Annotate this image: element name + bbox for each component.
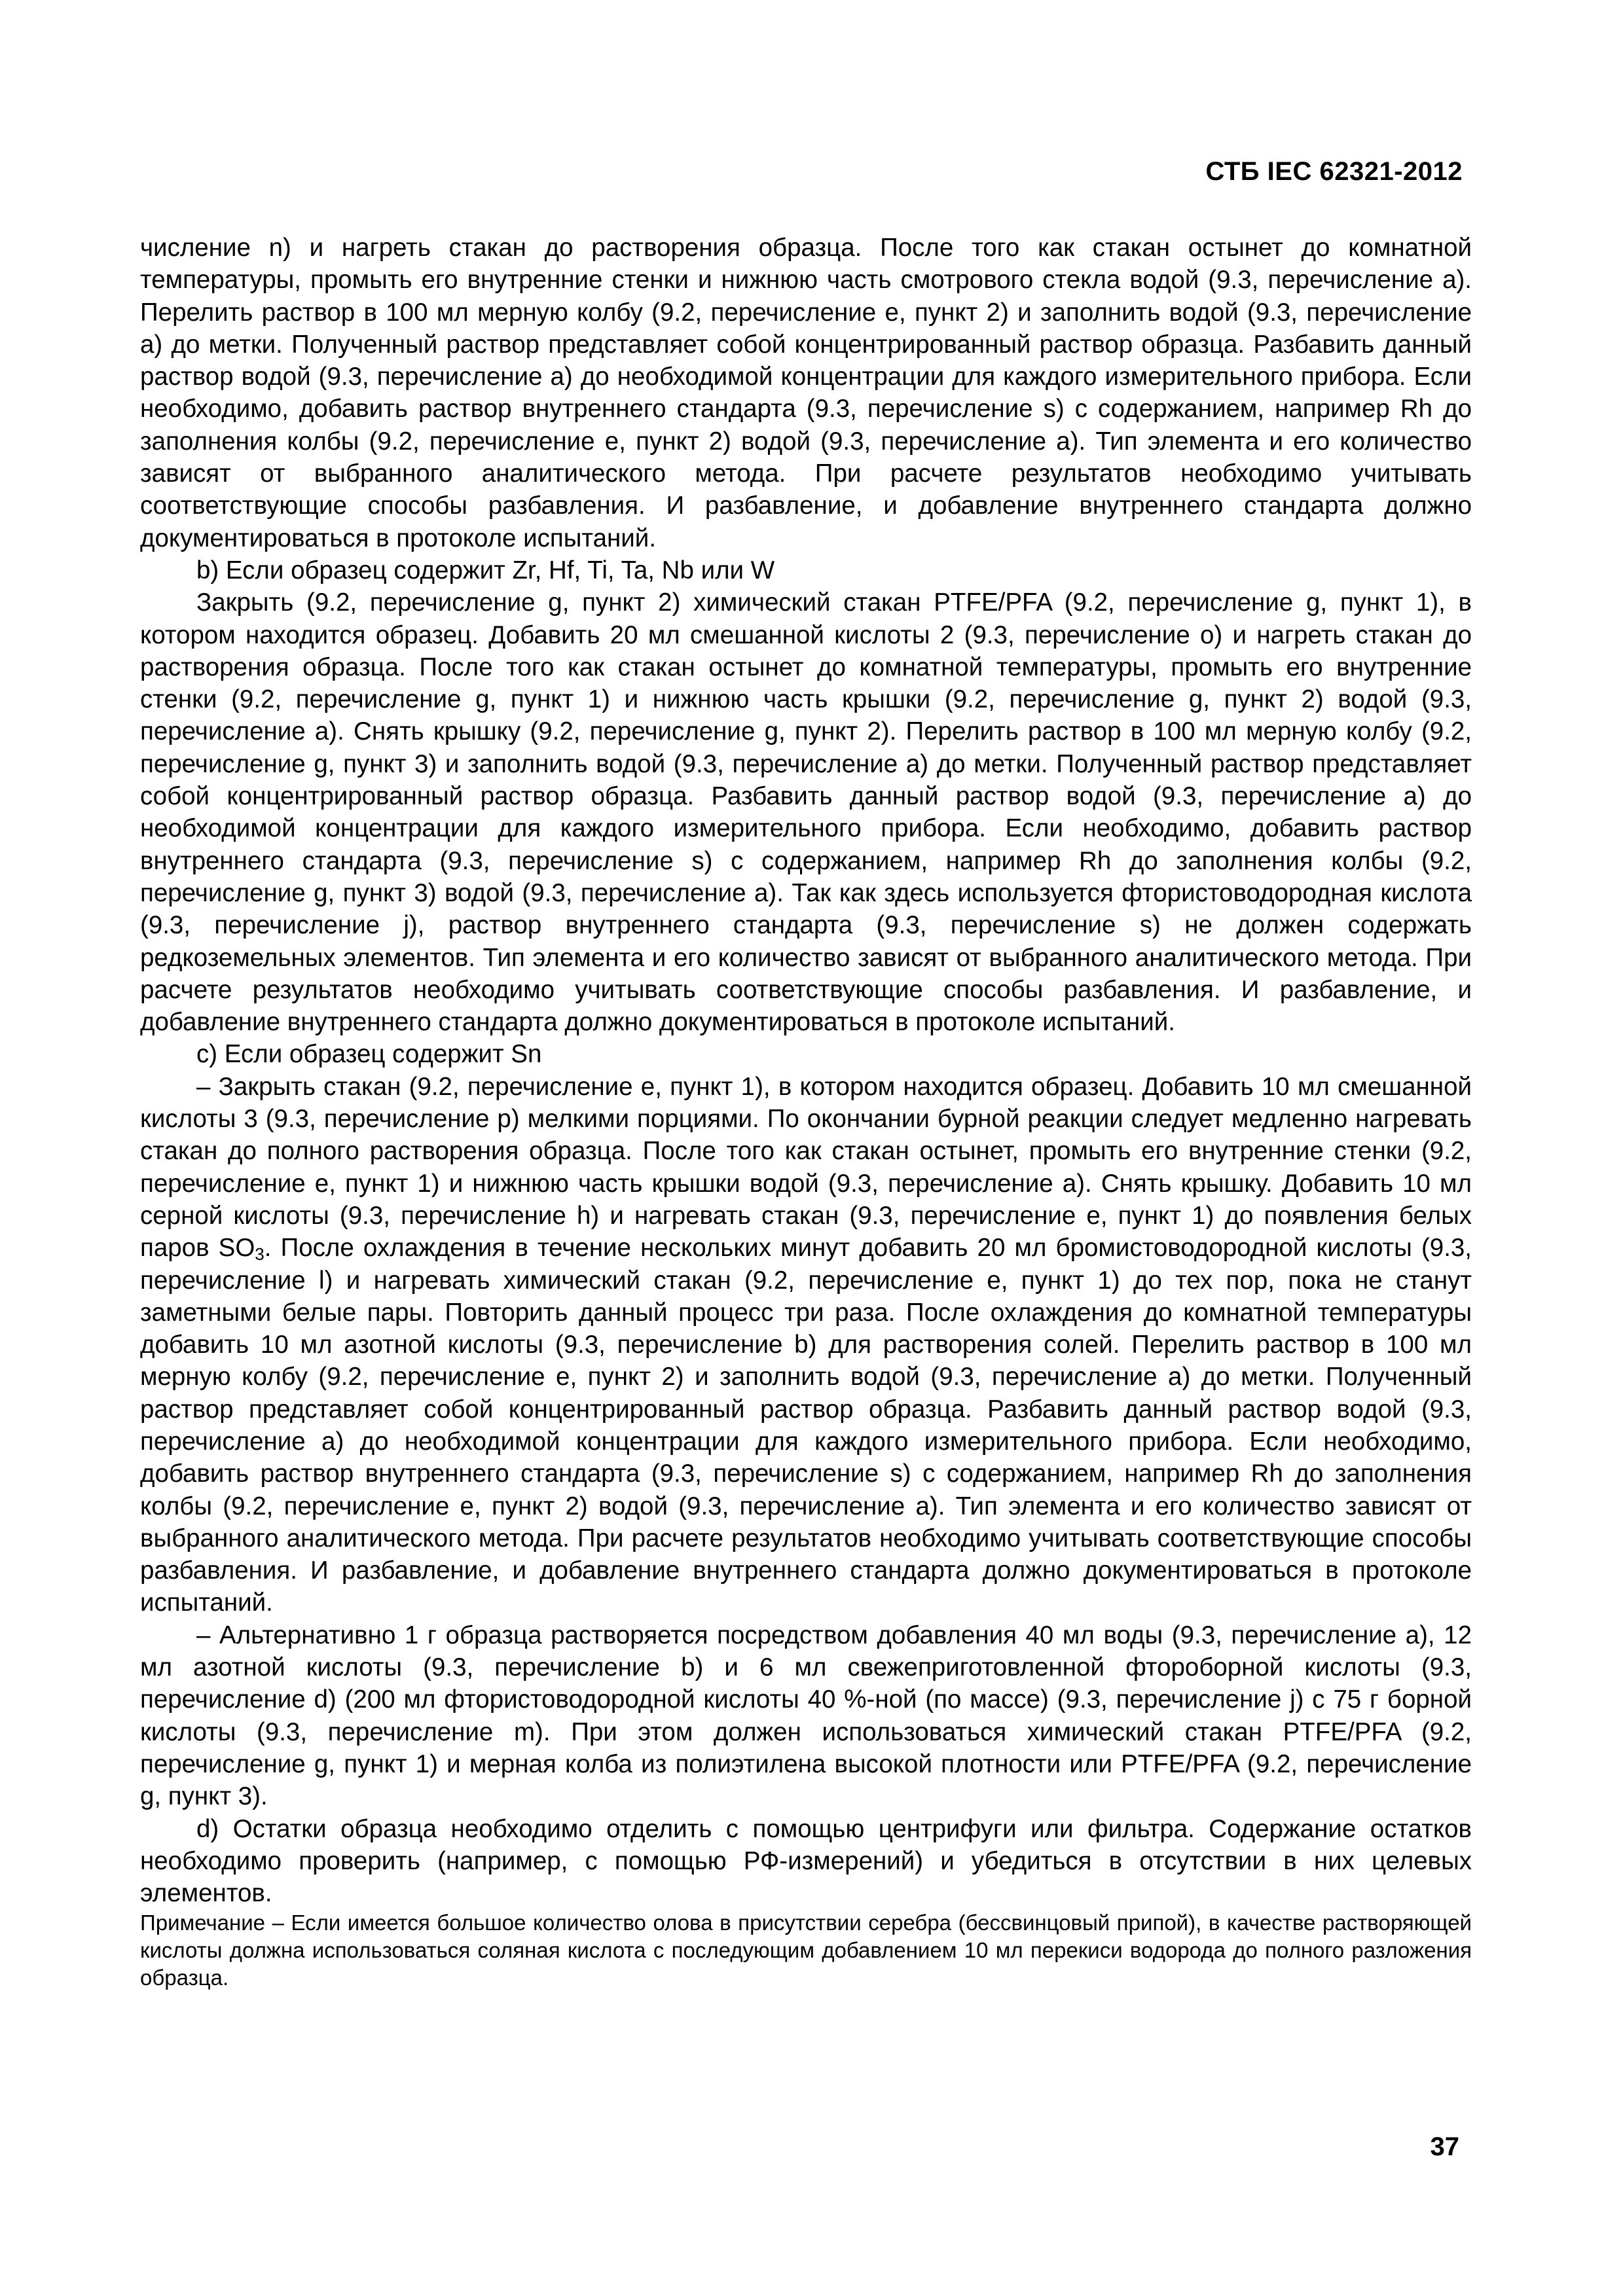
paragraph-continuation: числение n) и нагреть стакан до растворения образца. После того как стакан остынет до комнатной температуры, промыть его внутренние стенки и нижнюю часть смотрового стекла водой (9.3, перечисление а). Перелить раствор в 100 мл мерную колбу (9.2, перечисление е, пункт 2) и заполнить водой (9.3, перечисление а) до метки. Полученный раствор представляет собой концентрированный раствор образца. Разбавить данный раствор водой (9.3, перечисление а) до необходимой концентрации для каждого измерительного прибора. Если необходимо, добавить раствор внутреннего стандарта (9.3, перечисление s) с содержанием, например Rh до заполнения колбы (9.2, перечисление е, пункт 2) водой (9.3, перечисление а). Тип элемента и его количество зависят от выбранного аналитического метода. При расчете результатов необходимо учитывать соответствующие способы разбавления. И разбавление, и добавление внутреннего стандарта должно документироваться в протоколе испытаний. — [140, 234, 1472, 552]
page-number: 37 — [1430, 2132, 1459, 2161]
item-c-text-part2: . После охлаждения в течение нескольких минут добавить 20 мл бромистоводородной кислоты (9.3, перечисление l) и нагревать химический стакан (9.2, перечисление е, пункт 1) до тех пор, пока не станут заметными белые пары. Повторить данный процесс три раза. После охлаждения до комнатной температуры добавить 10 мл азотной кислоты (9.3, перечисление b) для растворения солей. Перелить раствор в 100 мл мерную колбу (9.2, перечисление е, пункт 2) и заполнить водой (9.3, перечисление а) до метки. Полученный раствор представляет собой концентрированный раствор образца. Разбавить данный раствор водой (9.3, перечисление а) до необходимой концентрации для каждого измерительного прибора. Если необходимо, добавить раствор внутреннего стандарта (9.3, перечисление s) с содержанием, например Rh до заполнения колбы (9.2, перечисление е, пункт 2) водой (9.3, перечисление а). Тип элемента и его количество зависят от выбранного аналитического метода. При расчете результатов необходимо учитывать соответствующие способы разбавления. И разбавление, и добавление внутреннего стандарта должно документироваться в протоколе испытаний. — [140, 1234, 1472, 1617]
standard-code-header: СТБ IEC 62321-2012 — [1205, 157, 1463, 186]
item-c-text-part1: – Закрыть стакан (9.2, перечисление е, пункт 1), в котором находится образец. Добавить 10 мл смешанной кислоты 3 (9.3, перечисление р) мелкими порциями. По окончании бурной реакции следует медленно нагревать стакан до полного растворения образца. После того как стакан остынет, промыть его внутренние стенки (9.2, перечисление е, пункт 1) и нижнюю часть крышки водой (9.3, перечисление а). Снять крышку. Добавить 10 мл серной кислоты (9.3, перечисление h) и нагревать стакан (9.3, перечисление е, пункт 1) до появления белых паров SO — [140, 1072, 1472, 1263]
note-paragraph: Примечание – Если имеется большое количество олова в присутствии серебра (бессвинцовый припой), в качестве растворяющей кислоты должна использоваться соляная кислота с последующим добавлением 10 мл перекиси водорода до полного разложения образца. — [140, 1910, 1472, 1990]
document-body — [140, 232, 1472, 1992]
item-c-heading: с) Если образец содержит Sn — [196, 1040, 542, 1069]
alternative-paragraph: – Альтернативно 1 г образца растворяется посредством добавления 40 мл воды (9.3, перечисление а), 12 мл азотной кислоты (9.3, перечисление b) и 6 мл свежеприготовленной фтороборной кислоты (9.3, перечисление d) (200 мл фтористоводородной кислоты 40 %-ной (по массе) (9.3, перечисление j) с 75 г борной кислоты (9.3, перечисление m). При этом должен использоваться химический стакан PTFE/PFA (9.2, перечисление g, пункт 1) и мерная колба из полиэтилена высокой плотности или PTFE/PFA (9.2, перечисление g, пункт 3). — [140, 1621, 1472, 1811]
item-b-heading: b) Если образец содержит Zr, Hf, Ti, Ta, Nb или W — [196, 556, 775, 584]
subscript: 3 — [255, 1244, 264, 1265]
item-d-paragraph: d) Остатки образца необходимо отделить с помощью центрифуги или фильтра. Содержание остатков необходимо проверить (например, с помощью РФ-измерений) и убедиться в отсутствии в них целевых элементов. — [140, 1814, 1472, 1908]
item-b-paragraph: Закрыть (9.2, перечисление g, пункт 2) химический стакан PTFE/PFA (9.2, перечисление g, пункт 1), в котором находится образец. Добавить 20 мл смешанной кислоты 2 (9.3, перечисление о) и нагреть стакан до растворения образца. После того как стакан остынет до комнатной температуры, промыть его внутренние стенки (9.2, перечисление g, пункт 1) и нижнюю часть крышки (9.2, перечисление g, пункт 2) водой (9.3, перечисление а). Снять крышку (9.2, перечисление g, пункт 2). Перелить раствор в 100 мл мерную колбу (9.2, перечисление g, пункт 3) и заполнить водой (9.3, перечисление а) до метки. Полученный раствор представляет собой концентрированный раствор образца. Разбавить данный раствор водой (9.3, перечисление а) до необходимой концентрации для каждого измерительного прибора. Если необходимо, добавить раствор внутреннего стандарта (9.3, перечисление s) с содержанием, например Rh до заполнения колбы (9.2, перечисление g, пункт 3) водой (9.3, перечисление а). Так как здесь используется фтористоводородная кислота (9.3, перечисление j), раствор внутреннего стандарта (9.3, перечисление s) не должен содержать редкоземельных элементов. Тип элемента и его количество зависят от выбранного аналитического метода. При расчете результатов необходимо учитывать соответствующие способы разбавления. И разбавление, и добавление внутреннего стандарта должно документироваться в протоколе испытаний. — [140, 588, 1472, 1037]
item-c-paragraph — [140, 1071, 1472, 1619]
